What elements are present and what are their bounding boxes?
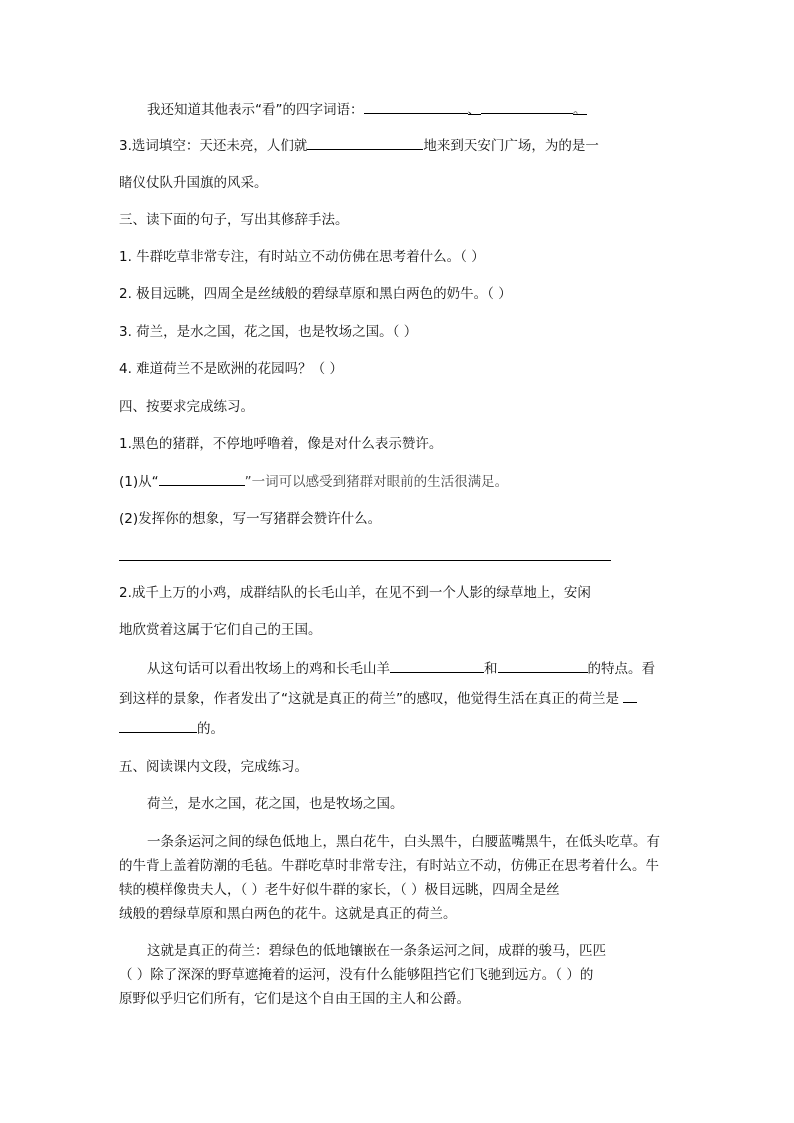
rhetoric-item-4: 4. 难道荷兰不是欧洲的花园吗？（ ）	[119, 361, 343, 377]
line-fill-word	[119, 135, 599, 156]
line-other-look-words	[147, 99, 587, 120]
conjunction-text: 和	[484, 661, 498, 677]
passage-line-5: 绒般的碧绿草原和黑白两色的花牛。这就是真正的荷兰。	[119, 906, 457, 922]
answer-line[interactable]	[119, 560, 611, 561]
sub-question-1-suffix: ”一词可以感受到猪群对眼前的生活很满足。	[244, 474, 509, 490]
rhetoric-item-3: 3. 荷兰，是水之国，花之国，也是牧场之国。（ ）	[119, 324, 418, 340]
answer-blank-7-start[interactable]	[623, 688, 637, 703]
answer-blank-3[interactable]	[307, 135, 423, 150]
answer-blank-4[interactable]	[159, 471, 245, 486]
sub-question-1-prefix: (1)从“	[119, 474, 159, 490]
section-3-heading: 三、读下面的句子，写出其修辞手法。	[119, 212, 349, 228]
section-5-heading: 五、阅读课内文段，完成练习。	[119, 759, 308, 775]
chicken-sentence-continued: 地欣赏着这属于它们自己的王国。	[119, 622, 322, 638]
answer-blank-2[interactable]	[481, 99, 573, 114]
passage-line-4: 犊的模样像贵夫人，（ ）老牛好似牛群的家长，（ ）极目远眺，四周全是丝	[119, 882, 560, 898]
passage-line-8: 原野似乎归它们所有，它们是这个自由王国的主人和公爵。	[119, 991, 470, 1007]
answer-blank-5[interactable]	[390, 658, 484, 673]
passage-line-2: 一条条运河之间的绿色低地上，黑白花牛，白头黑牛，白腰蓝嘴黑牛，在低头吃草。有	[147, 834, 660, 850]
sub-question-1	[119, 471, 508, 492]
feature-question-end	[119, 718, 224, 739]
feature-question-text: 从这句话可以看出牧场上的鸡和长毛山羊	[147, 661, 390, 677]
passage-line-3: 的牛背上盖着防潮的毛毡。牛群吃草时非常专注，有时站立不动，仿佛正在思考着什么。牛	[119, 858, 659, 874]
section-4-heading: 四、按要求完成练习。	[119, 399, 254, 415]
passage-line-6: 这就是真正的荷兰：碧绿色的低地镶嵌在一条条运河之间，成群的骏马，匹匹	[147, 943, 606, 959]
feature-question-continued	[119, 688, 637, 709]
feature-question-end-text: 的。	[197, 721, 224, 737]
passage-line-7: （ ）除了深深的野草遮掩着的运河，没有什么能够阻挡它们飞驰到远方。（ ）的	[119, 967, 594, 983]
chicken-sentence: 2.成千上万的小鸡，成群结队的长毛山羊，在见不到一个人影的绿草地上，安闲	[119, 585, 591, 601]
answer-blank-7[interactable]	[119, 718, 197, 733]
line-flag-ceremony: 睹仪仗队升国旗的风采。	[119, 175, 268, 191]
prompt-text: 我还知道其他表示“看”的四字词语：	[147, 102, 364, 118]
feature-question	[147, 658, 655, 679]
period-text: 。	[573, 102, 587, 118]
sub-question-2: (2)发挥你的想象，写一写猪群会赞许什么。	[119, 511, 382, 527]
passage-line-1: 荷兰，是水之国，花之国，也是牧场之国。	[147, 796, 404, 812]
pig-sentence: 1.黑色的猪群，不停地呼噜着，像是对什么表示赞许。	[119, 436, 443, 452]
question-3-text: 3.选词填空：天还未亮，人们就	[119, 138, 308, 154]
separator-text: 、	[467, 102, 481, 118]
feature-question-suffix: 的特点。看	[587, 661, 655, 677]
answer-blank-1[interactable]	[364, 99, 468, 114]
question-3-continued: 地来到天安门广场，为的是一	[423, 138, 599, 154]
rhetoric-item-1: 1. 牛群吃草非常专注，有时站立不动仿佛在思考着什么。（ ）	[119, 249, 485, 265]
answer-blank-6[interactable]	[498, 658, 588, 673]
feature-question-line-2: 到这样的景象，作者发出了“这就是真正的荷兰”的感叹，他觉得生活在真正的荷兰是	[119, 691, 619, 707]
rhetoric-item-2: 2. 极目远眺，四周全是丝绒般的碧绿草原和黑白两色的奶牛。（ ）	[119, 286, 512, 302]
